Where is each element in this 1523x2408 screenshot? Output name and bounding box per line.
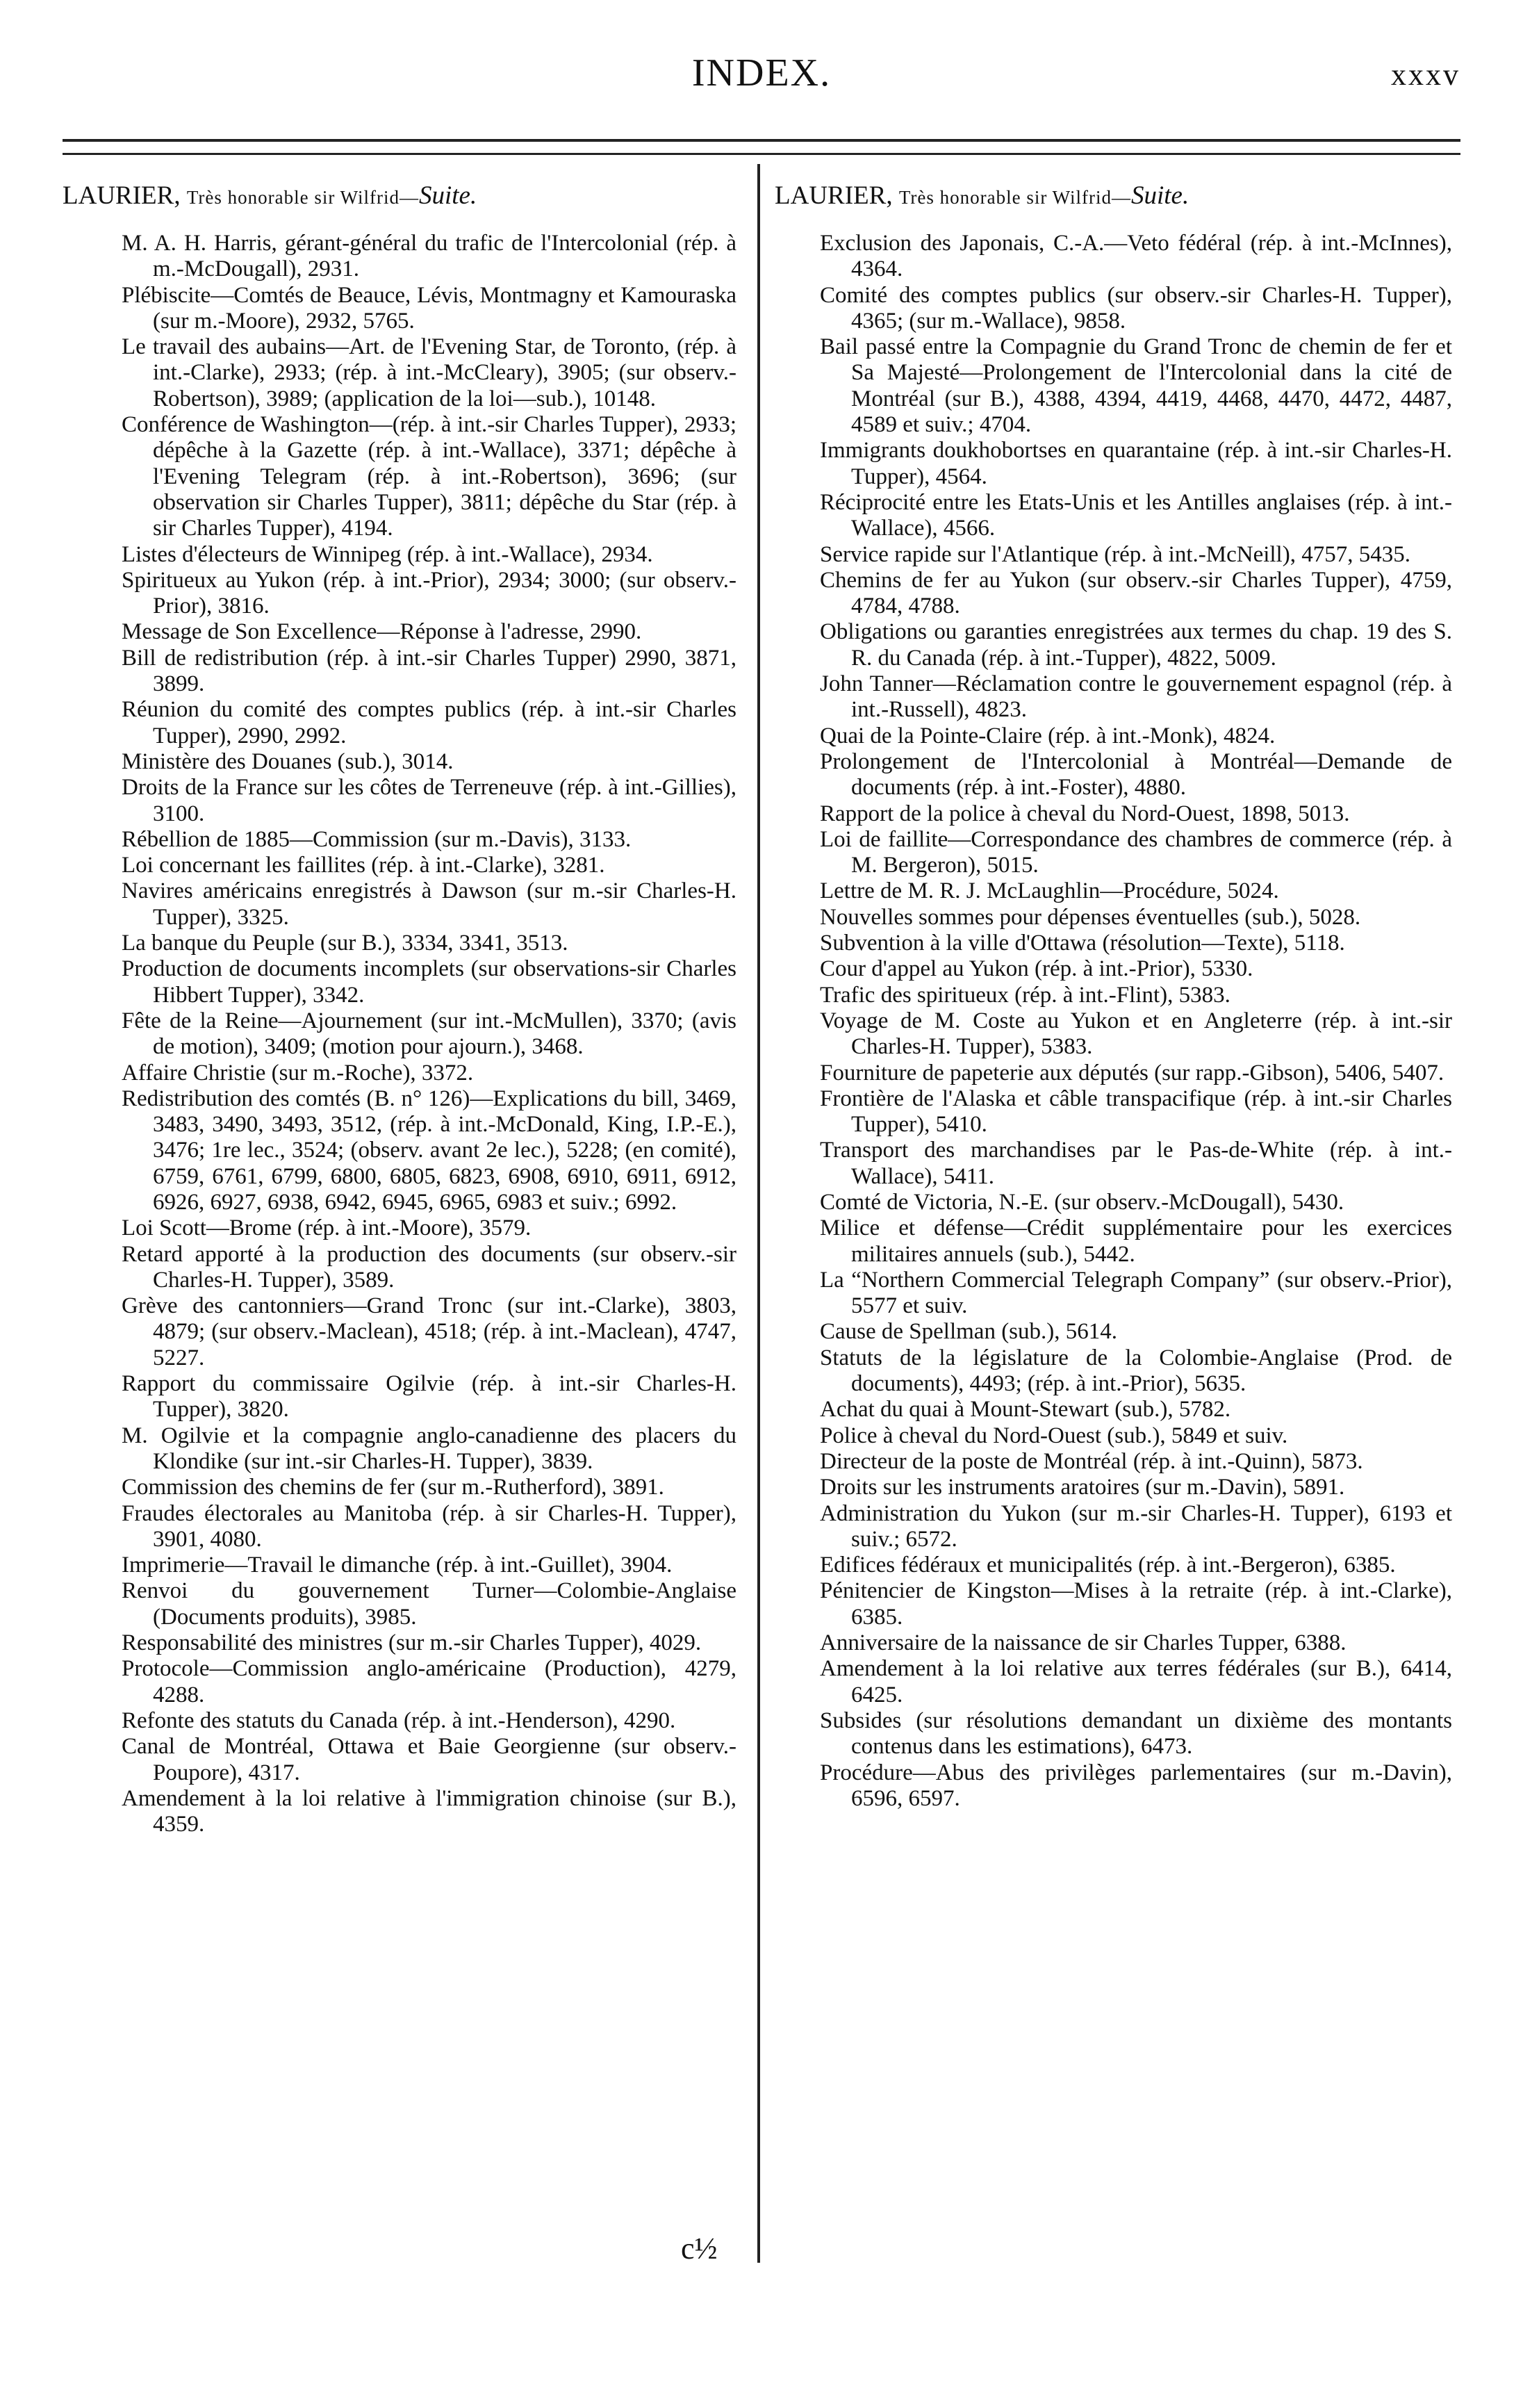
index-entry: Police à cheval du Nord-Ouest (sub.), 5849 et suiv. — [820, 1423, 1288, 1448]
index-entry: Voyage de M. Coste au Yukon et en Angleterre (rép. à int.-sir Charles-H. Tupper), 5383. — [820, 1008, 1452, 1060]
index-entry: Renvoi du gouvernement Turner—Colombie-Anglaise (Documents produits), 3985. — [122, 1578, 736, 1630]
index-entry: Affaire Christie (sur m.-Roche), 3372. — [122, 1060, 474, 1086]
index-entry: Achat du quai à Mount-Stewart (sub.), 5782. — [820, 1397, 1231, 1423]
page-number: xxxv — [1391, 58, 1460, 92]
index-entry: Navires américains enregistrés à Dawson (sur m.-sir Charles-H. Tupper), 3325. — [122, 878, 736, 930]
index-entry: Message de Son Excellence—Réponse à l'adresse, 2990. — [122, 619, 642, 645]
index-entry: Fête de la Reine—Ajournement (sur int.-McMullen), 3370; (avis de motion), 3409; (motion pour ajourn.), 3468. — [122, 1008, 736, 1060]
index-entry: La banque du Peuple (sur B.), 3334, 3341, 3513. — [122, 931, 568, 956]
index-entry: Trafic des spiritueux (rép. à int.-Flint), 5383. — [820, 982, 1230, 1008]
heading-suite: Suite. — [418, 181, 477, 210]
index-entry: Quai de la Pointe-Claire (rép. à int.-Monk), 4824. — [820, 723, 1276, 748]
index-entry: Cause de Spellman (sub.), 5614. — [820, 1319, 1118, 1345]
index-entry: Fraudes électorales au Manitoba (rép. à sir Charles-H. Tupper), 3901, 4080. — [122, 1500, 736, 1552]
index-entry: Amendement à la loi relative aux terres fédérales (sur B.), 6414, 6425. — [820, 1656, 1452, 1707]
index-entry: Réciprocité entre les Etats-Unis et les Antilles anglaises (rép. à int.-Wallace), 4566. — [820, 489, 1452, 541]
index-entry: Ministère des Douanes (sub.), 3014. — [122, 748, 454, 774]
index-entry: Comté de Victoria, N.-E. (sur observ.-McDougall), 5430. — [820, 1189, 1344, 1215]
index-entry: Frontière de l'Alaska et câble transpacifique (rép. à int.-sir Charles Tupper), 5410. — [820, 1086, 1452, 1138]
index-entry: Plébiscite—Comtés de Beauce, Lévis, Montmagny et Kamouraska (sur m.-Moore), 2932, 5765. — [122, 282, 736, 334]
page-header — [63, 49, 1460, 118]
index-entry: Service rapide sur l'Atlantique (rép. à int.-McNeill), 4757, 5435. — [820, 541, 1410, 567]
index-entry: Subsides (sur résolutions demandant un dixième des montants contenus dans les estimations), 6473. — [820, 1707, 1452, 1760]
index-entry: Pénitencier de Kingston—Mises à la retraite (rép. à int.-Clarke), 6385. — [820, 1578, 1452, 1630]
index-entry: Réunion du comité des comptes publics (rép. à int.-sir Charles Tupper), 2990, 2992. — [122, 697, 736, 748]
index-entry: Edifices fédéraux et municipalités (rép. à int.-Bergeron), 6385. — [820, 1553, 1396, 1578]
index-entry: Subvention à la ville d'Ottawa (résolution—Texte), 5118. — [820, 931, 1345, 956]
index-entry: M. Ogilvie et la compagnie anglo-canadienne des placers du Klondike (sur int.-sir Charles-H. Tupper), 3839. — [122, 1423, 736, 1474]
index-entry: Listes d'électeurs de Winnipeg (rép. à int.-Wallace), 2934. — [122, 541, 653, 567]
left-column-heading — [63, 179, 736, 214]
index-entry: Redistribution des comtés (B. n° 126)—Explications du bill, 3469, 3483, 3490, 3493, 3512, (rép. à int.-McDonald, King, I.P.-E.), 3476; 1re lec., 3524; (observ. avant 2e lec.), 5228; (en comité), 6759, 6761, 6799, 6800, 6805, 6823, 6908, 6910, 6911, 6912, 6926, 6927, 6938, 6942, 6945, 6965, 6983 et suiv.; 6992. — [122, 1086, 736, 1215]
right-column — [775, 179, 1452, 1812]
index-entry: Comité des comptes publics (sur observ.-sir Charles-H. Tupper), 4365; (sur m.-Wallace), 9858. — [820, 282, 1452, 334]
index-entry: Responsabilité des ministres (sur m.-sir Charles Tupper), 4029. — [122, 1630, 702, 1656]
index-entry: Fourniture de papeterie aux députés (sur rapp.-Gibson), 5406, 5407. — [820, 1060, 1444, 1086]
index-entry: Chemins de fer au Yukon (sur observ.-sir Charles Tupper), 4759, 4784, 4788. — [820, 567, 1452, 619]
index-entry: Conférence de Washington—(rép. à int.-sir Charles Tupper), 2933; dépêche à la Gazette (rép. à int.-Wallace), 3371; dépêche à l'Evening Telegram (rép. à int.-Robertson), 3696; (sur observation sir Charles Tupper), 3811; dépêche du Star (rép. à sir Charles Tupper), 4194. — [122, 412, 736, 541]
index-entry: Directeur de la poste de Montréal (rép. à int.-Quinn), 5873. — [820, 1448, 1363, 1474]
index-entry: Cour d'appel au Yukon (rép. à int.-Prior), 5330. — [820, 956, 1253, 982]
index-entry: Procédure—Abus des privilèges parlementaires (sur m.-Davin), 6596, 6597. — [820, 1760, 1452, 1811]
index-entry: Loi Scott—Brome (rép. à int.-Moore), 3579. — [122, 1215, 532, 1241]
index-entry: Le travail des aubains—Art. de l'Evening Star, de Toronto, (rép. à int.-Clarke), 2933; (rép. à int.-McCleary), 3905; (sur observ.-Robertson), 3989; (application de la loi—sub.), 10148. — [122, 334, 736, 411]
heading-title: Très honorable sir Wilfrid— — [186, 187, 419, 208]
index-entry: Amendement à la loi relative à l'immigration chinoise (sur B.), 4359. — [122, 1785, 736, 1837]
index-entry: Administration du Yukon (sur m.-sir Charles-H. Tupper), 6193 et suiv.; 6572. — [820, 1500, 1452, 1552]
signature-mark: c½ — [681, 2231, 718, 2266]
index-entry: Lettre de M. R. J. McLaughlin—Procédure, 5024. — [820, 878, 1279, 904]
index-entry: Nouvelles sommes pour dépenses éventuelles (sub.), 5028. — [820, 904, 1361, 930]
index-entry: Exclusion des Japonais, C.-A.—Veto fédéral (rép. à int.-McInnes), 4364. — [820, 231, 1452, 282]
header-double-rule — [63, 139, 1460, 155]
index-entry: Loi de faillite—Correspondance des chambres de commerce (rép. à M. Bergeron), 5015. — [820, 826, 1452, 878]
left-entry-list — [63, 231, 736, 1837]
index-entry: Milice et défense—Crédit supplémentaire pour les exercices militaires annuels (sub.), 5442. — [820, 1215, 1452, 1267]
heading-suite: Suite. — [1130, 181, 1189, 210]
index-entry: Prolongement de l'Intercolonial à Montréal—Demande de documents (rép. à int.-Foster), 4880. — [820, 748, 1452, 801]
index-entry: Statuts de la législature de la Colombie-Anglaise (Prod. de documents), 4493; (rép. à int.-Prior), 5635. — [820, 1345, 1452, 1397]
index-entry: Spiritueux au Yukon (rép. à int.-Prior), 2934; 3000; (sur observ.-Prior), 3816. — [122, 567, 736, 619]
index-entry: Droits de la France sur les côtes de Terreneuve (rép. à int.-Gillies), 3100. — [122, 775, 736, 826]
heading-name: LAURIER, — [775, 181, 893, 210]
index-entry: Protocole—Commission anglo-américaine (Production), 4279, 4288. — [122, 1656, 736, 1707]
right-column-heading — [775, 179, 1452, 214]
left-column — [63, 179, 736, 1837]
right-entry-list — [775, 231, 1452, 1812]
index-entry: M. A. H. Harris, gérant-général du trafic de l'Intercolonial (rép. à m.-McDougall), 2931. — [122, 231, 736, 282]
index-entry: Retard apporté à la production des documents (sur observ.-sir Charles-H. Tupper), 3589. — [122, 1241, 736, 1293]
index-entry: Canal de Montréal, Ottawa et Baie Georgienne (sur observ.-Poupore), 4317. — [122, 1734, 736, 1785]
index-entry: Transport des marchandises par le Pas-de-White (rép. à int.-Wallace), 5411. — [820, 1138, 1452, 1189]
index-entry: Bail passé entre la Compagnie du Grand Tronc de chemin de fer et Sa Majesté—Prolongement de l'Intercolonial dans la cité de Montréal (sur B.), 4388, 4394, 4419, 4468, 4470, 4472, 4487, 4589 et suiv.; 4704. — [820, 334, 1452, 438]
index-entry: Rapport du commissaire Ogilvie (rép. à int.-sir Charles-H. Tupper), 3820. — [122, 1371, 736, 1423]
index-entry: Anniversaire de la naissance de sir Charles Tupper, 6388. — [820, 1630, 1347, 1656]
index-entry: Refonte des statuts du Canada (rép. à int.-Henderson), 4290. — [122, 1707, 676, 1733]
index-entry: Rébellion de 1885—Commission (sur m.-Davis), 3133. — [122, 826, 632, 852]
index-entry: Bill de redistribution (rép. à int.-sir Charles Tupper) 2990, 3871, 3899. — [122, 645, 736, 697]
column-divider — [757, 164, 760, 2263]
index-entry: Droits sur les instruments aratoires (sur m.-Davin), 5891. — [820, 1475, 1345, 1500]
heading-title: Très honorable sir Wilfrid— — [898, 187, 1131, 208]
index-entry: Loi concernant les faillites (rép. à int.-Clarke), 3281. — [122, 853, 605, 878]
index-entry: Imprimerie—Travail le dimanche (rép. à int.-Guillet), 3904. — [122, 1553, 673, 1578]
index-entry: John Tanner—Réclamation contre le gouvernement espagnol (rép. à int.-Russell), 4823. — [820, 671, 1452, 723]
index-entry: Grève des cantonniers—Grand Tronc (sur int.-Clarke), 3803, 4879; (sur observ.-Maclean), 4518; (rép. à int.-Maclean), 4747, 5227. — [122, 1293, 736, 1370]
index-entry: Obligations ou garanties enregistrées aux termes du chap. 19 des S. R. du Canada (rép. à int.-Tupper), 4822, 5009. — [820, 619, 1452, 671]
page-title: INDEX. — [691, 51, 832, 95]
index-entry: Rapport de la police à cheval du Nord-Ouest, 1898, 5013. — [820, 801, 1350, 826]
index-entry: Commission des chemins de fer (sur m.-Rutherford), 3891. — [122, 1475, 664, 1500]
index-entry: La “Northern Commercial Telegraph Company” (sur observ.-Prior), 5577 et suiv. — [820, 1267, 1452, 1319]
index-entry: Immigrants doukhobortses en quarantaine (rép. à int.-sir Charles-H. Tupper), 4564. — [820, 438, 1452, 489]
index-entry: Production de documents incomplets (sur observations-sir Charles Hibbert Tupper), 3342. — [122, 956, 736, 1008]
heading-name: LAURIER, — [63, 181, 181, 210]
